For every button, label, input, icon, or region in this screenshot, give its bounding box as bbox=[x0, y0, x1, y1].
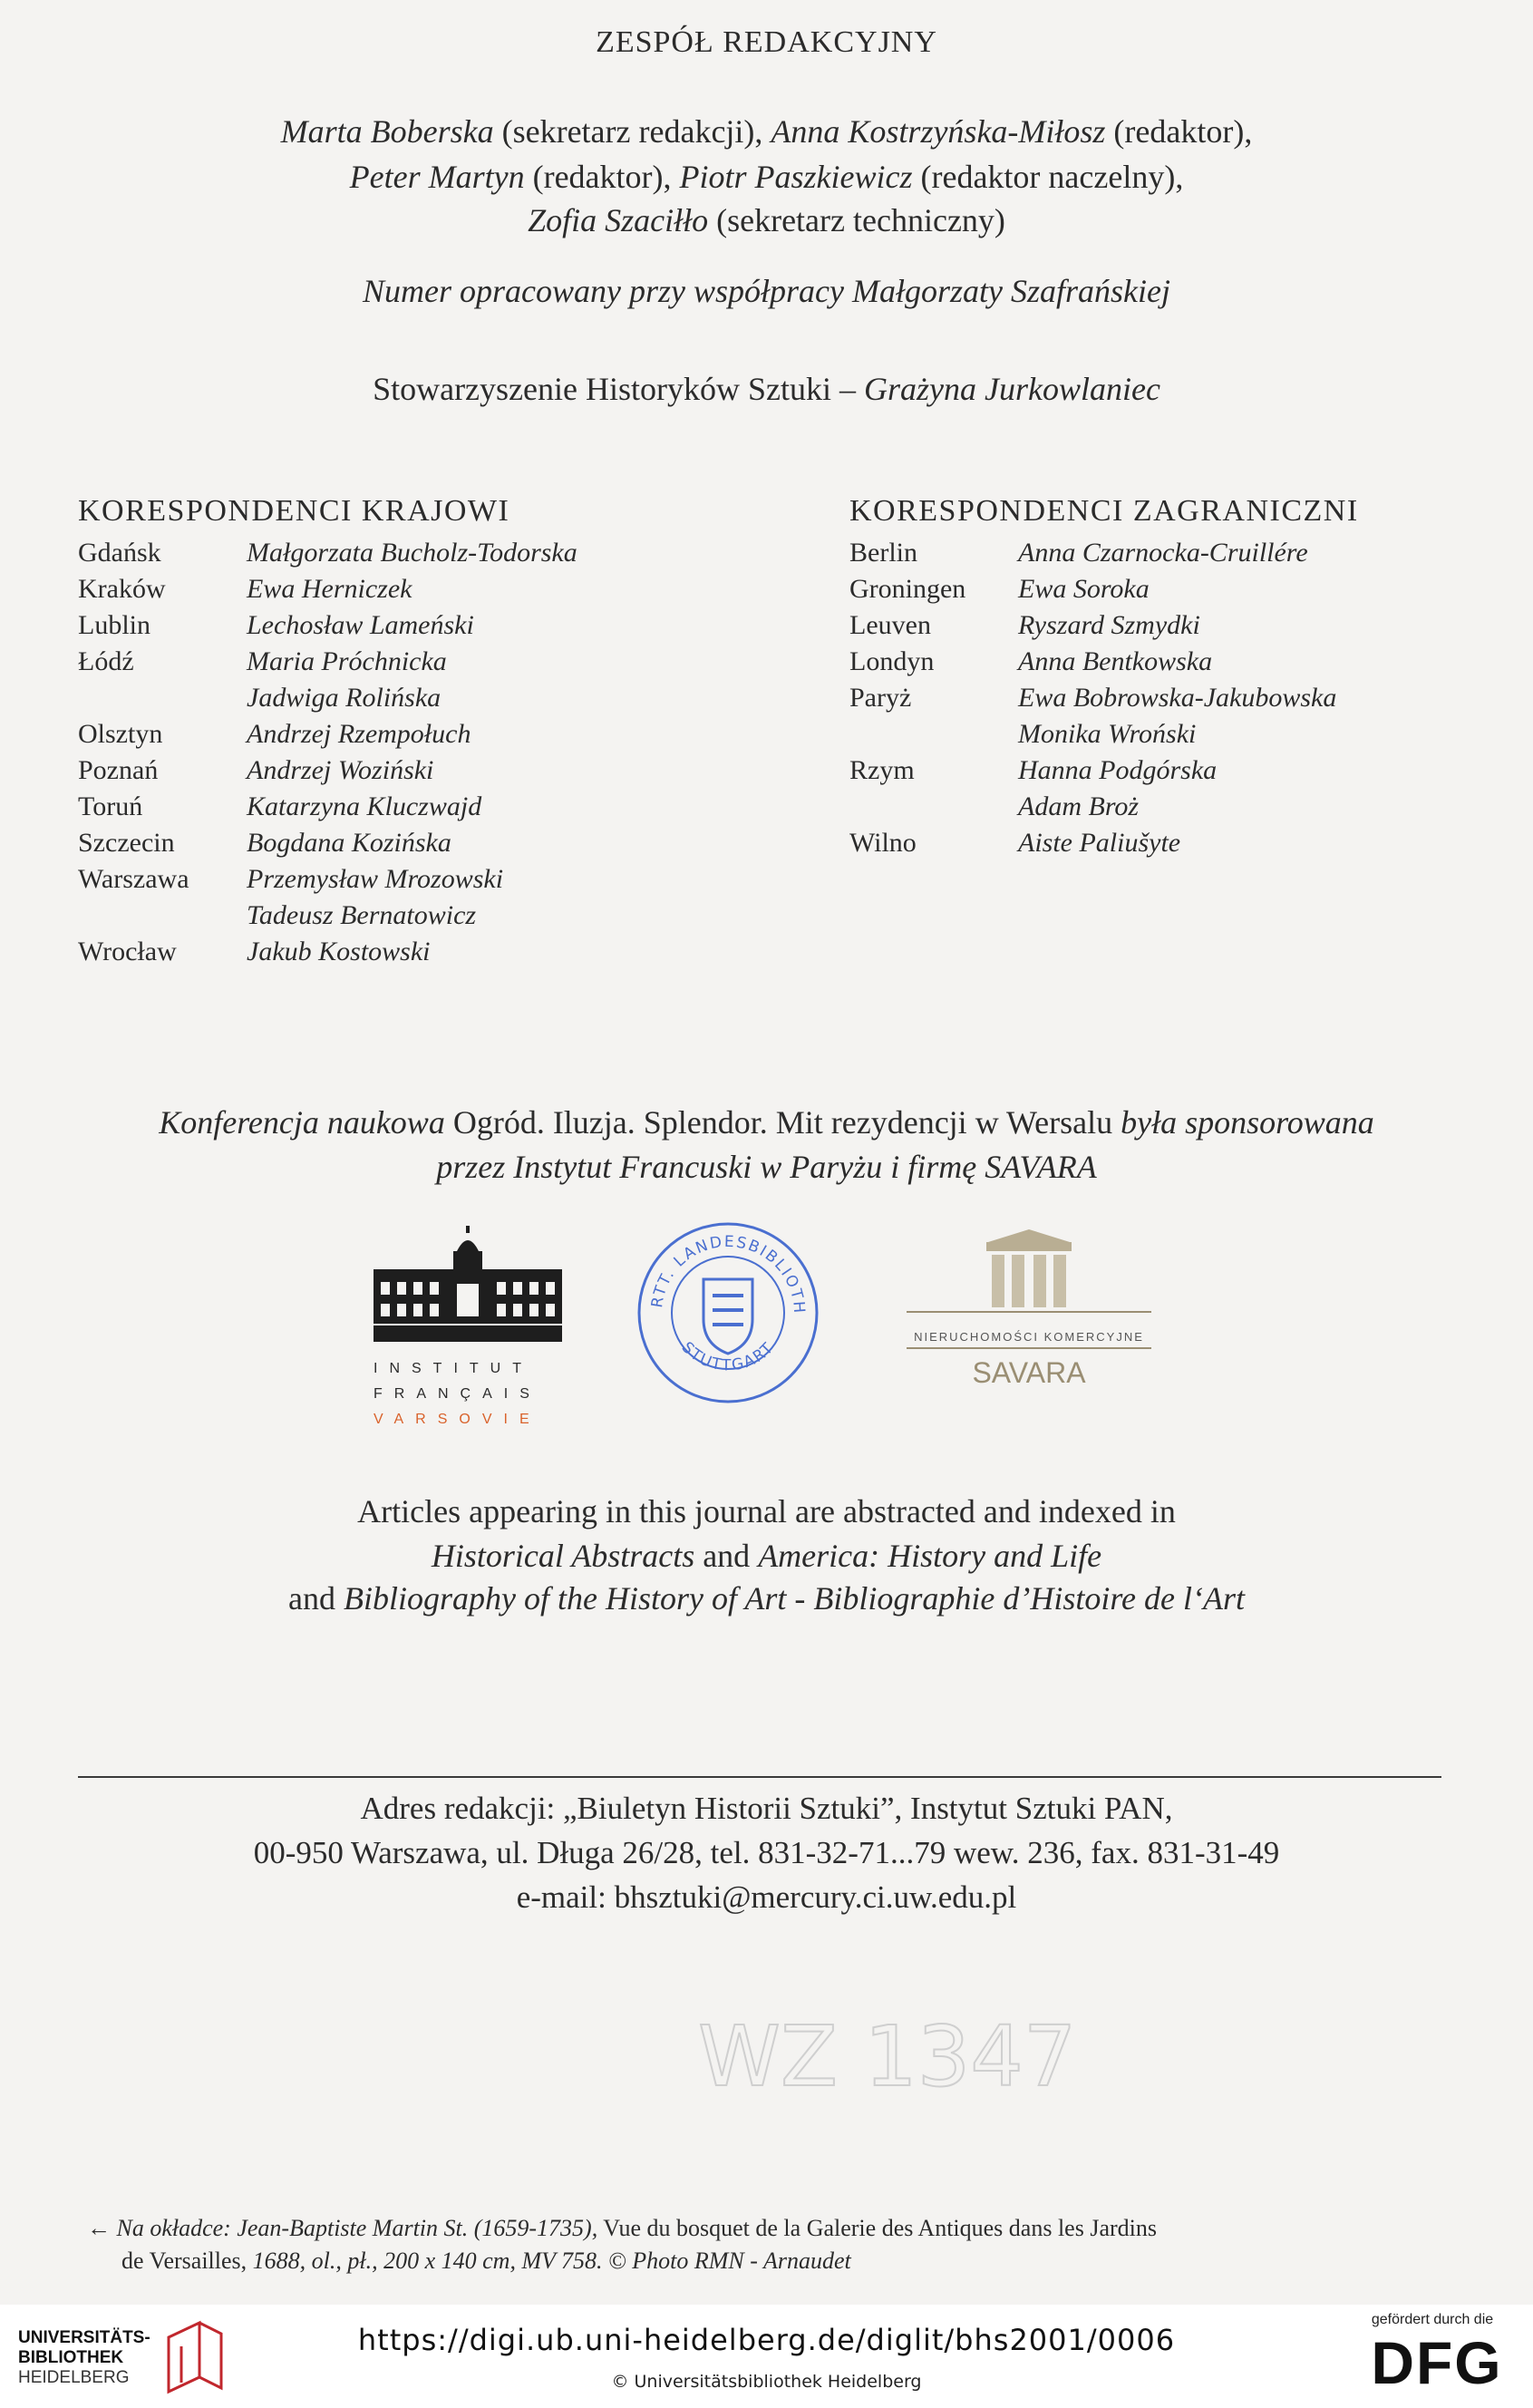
footnote-details: 1688, ol., pł., 200 x 140 cm, MV 758. © Photo RMN - Arnaudet bbox=[247, 2248, 851, 2274]
conference-title: Ogród. Iluzja. Splendor. Mit rezydencji w Wersalu bbox=[444, 1104, 1121, 1141]
ub-line-1: UNIVERSITÄTS- bbox=[18, 2328, 150, 2347]
cover-footnote bbox=[87, 2212, 1356, 2277]
correspondent-row bbox=[78, 680, 767, 716]
correspondent-city: Londyn bbox=[849, 646, 935, 676]
copyright-note: © Universitätsbibliothek Heidelberg bbox=[611, 2372, 922, 2392]
correspondent-row bbox=[849, 644, 1520, 680]
ub-line-3: HEIDELBERG bbox=[18, 2368, 130, 2387]
correspondent-row bbox=[849, 825, 1520, 861]
correspondent-name: Przemysław Mrozowski bbox=[247, 864, 504, 894]
conference-label: Konferencja naukowa bbox=[159, 1104, 445, 1141]
correspondent-row bbox=[78, 789, 767, 825]
index-and: and bbox=[694, 1538, 759, 1574]
correspondent-city: Wrocław bbox=[78, 937, 177, 966]
correspondent-city: Szczecin bbox=[78, 828, 175, 858]
correspondent-row bbox=[78, 571, 767, 607]
editor-role: (redaktor), bbox=[1105, 113, 1253, 150]
footnote-title-cont: de Versailles, bbox=[121, 2248, 247, 2274]
correspondent-city: Rzym bbox=[849, 755, 915, 785]
correspondent-row bbox=[78, 825, 767, 861]
editor-name: Peter Martyn bbox=[349, 159, 525, 195]
conference-line-1 bbox=[0, 1100, 1533, 1145]
index-historical-abstracts: Historical Abstracts bbox=[431, 1538, 695, 1574]
correspondent-city: Poznań bbox=[78, 755, 159, 785]
ub-line-2: BIBLIOTHEK bbox=[18, 2348, 124, 2367]
page-title: ZESPÓŁ REDAKCYJNY bbox=[596, 25, 937, 59]
savara-divider bbox=[907, 1347, 1151, 1349]
correspondent-city: Lublin bbox=[78, 610, 150, 640]
institut-label: INSTITUT bbox=[374, 1361, 533, 1376]
correspondent-row bbox=[78, 535, 767, 571]
library-stamp bbox=[635, 1219, 821, 1406]
footnote-artist: Na okładce: Jean-Baptiste Martin St. (1659-1735), bbox=[111, 2215, 598, 2241]
varsovie-label: VARSOVIE bbox=[374, 1412, 541, 1427]
correspondent-name: Aiste Paliušyte bbox=[1018, 828, 1181, 858]
correspondent-name: Andrzej Rzempołuch bbox=[247, 719, 471, 749]
correspondent-city: Gdańsk bbox=[78, 538, 161, 568]
correspondent-city: Paryż bbox=[849, 683, 912, 713]
correspondent-name: Monika Wroński bbox=[1018, 719, 1197, 749]
stamp-top-text: RTT. LANDESBIBLIOTH bbox=[648, 1232, 809, 1316]
conference-sponsored: była sponsorowana bbox=[1121, 1104, 1374, 1141]
correspondent-row bbox=[849, 680, 1520, 716]
editor-name: Anna Kostrzyńska-Miłosz bbox=[771, 113, 1106, 150]
correspondent-name: Tadeusz Bernatowicz bbox=[247, 900, 477, 930]
correspondent-row bbox=[849, 535, 1520, 571]
editor-role: (redaktor naczelny), bbox=[912, 159, 1184, 195]
building-icon bbox=[374, 1226, 564, 1344]
foreign-correspondents-list bbox=[849, 535, 1520, 898]
correspondent-name: Maria Próchnicka bbox=[247, 646, 447, 676]
correspondent-name: Bogdana Kozińska bbox=[247, 828, 451, 858]
correspondent-row bbox=[849, 607, 1520, 644]
domestic-correspondents-heading: KORESPONDENCI KRAJOWI bbox=[78, 494, 510, 528]
correspondent-name: Anna Bentkowska bbox=[1018, 646, 1213, 676]
editor-name: Piotr Paszkiewicz bbox=[679, 159, 913, 195]
correspondent-city: Toruń bbox=[78, 791, 143, 821]
editor-name: Marta Boberska bbox=[280, 113, 494, 150]
address-line-2: 00-950 Warszawa, ul. Długa 26/28, tel. 831-32-71...79 wew. 236, fax. 831-31-49 bbox=[253, 1835, 1280, 1870]
correspondent-name: Lechosław Lameński bbox=[247, 610, 474, 640]
correspondent-row bbox=[78, 898, 767, 934]
address-line-3: e-mail: bhsztuki@mercury.ci.uw.edu.pl bbox=[516, 1879, 1017, 1915]
correspondent-name: Ewa Soroka bbox=[1018, 574, 1150, 604]
editors-line-1 bbox=[0, 109, 1533, 154]
correspondent-city: Łódź bbox=[78, 646, 134, 676]
cooperation-note: Numer opracowany przy współpracy Małgorzaty Szafrańskiej bbox=[363, 273, 1170, 309]
editor-role: (sekretarz techniczny) bbox=[708, 202, 1005, 238]
source-url-link[interactable]: https://digi.ub.uni-heidelberg.de/diglit/bhs2001/0006 bbox=[357, 2323, 1176, 2357]
stamp-seal-icon bbox=[635, 1219, 821, 1406]
foreign-correspondents-heading: KORESPONDENCI ZAGRANICZNI bbox=[849, 494, 1359, 528]
editor-role: (redaktor), bbox=[524, 159, 680, 195]
savara-logo bbox=[907, 1229, 1151, 1389]
savara-caption: NIERUCHOMOŚCI KOMERCYJNE bbox=[914, 1330, 1144, 1344]
francais-label: FRANÇAIS bbox=[374, 1386, 541, 1402]
pencil-shelfmark bbox=[698, 2004, 1079, 2112]
correspondent-row bbox=[78, 716, 767, 752]
domestic-correspondents-list bbox=[78, 535, 767, 970]
association-person: Grażyna Jurkowlaniec bbox=[863, 371, 1160, 407]
correspondent-row bbox=[849, 571, 1520, 607]
indexing-line-1: Articles appearing in this journal are abstracted and indexed in bbox=[357, 1493, 1176, 1529]
dfg-logo[interactable]: DFG bbox=[1371, 2329, 1503, 2396]
correspondent-name: Ewa Bobrowska-Jakubowska bbox=[1018, 683, 1337, 713]
correspondent-city: Kraków bbox=[78, 574, 166, 604]
correspondent-row bbox=[78, 934, 767, 970]
handwritten-mark bbox=[698, 2004, 1079, 2112]
editors-line-2 bbox=[0, 154, 1533, 199]
pencil-text: WZ 1347 bbox=[698, 2008, 1077, 2105]
index-bha: Bibliography of the History of Art - Bibliographie d’Histoire de l‘Art bbox=[344, 1580, 1245, 1617]
correspondent-row bbox=[78, 752, 767, 789]
correspondent-city: Warszawa bbox=[78, 864, 189, 894]
funded-by-label: gefördert durch die bbox=[1371, 2312, 1494, 2327]
correspondent-city: Wilno bbox=[849, 828, 917, 858]
editor-role: (sekretarz redakcji), bbox=[493, 113, 771, 150]
index-america: America: History and Life bbox=[758, 1538, 1102, 1574]
correspondent-row bbox=[78, 644, 767, 680]
index-and-2: and bbox=[288, 1580, 344, 1617]
correspondent-name: Jadwiga Rolińska bbox=[247, 683, 441, 713]
association-line bbox=[0, 366, 1533, 412]
correspondent-name: Andrzej Woziński bbox=[247, 755, 434, 785]
correspondent-city: Olsztyn bbox=[78, 719, 163, 749]
correspondent-row bbox=[849, 752, 1520, 789]
institut-francais-logo bbox=[374, 1226, 564, 1427]
indexing-line-3 bbox=[0, 1576, 1533, 1621]
svg-text:STUTTGART bbox=[678, 1338, 779, 1374]
indexing-line-2 bbox=[0, 1533, 1533, 1578]
back-arrow-icon: ← bbox=[87, 2215, 111, 2241]
correspondent-name: Ryszard Szmydki bbox=[1018, 610, 1200, 640]
correspondent-name: Hanna Podgórska bbox=[1018, 755, 1218, 785]
correspondent-name: Ewa Herniczek bbox=[247, 574, 412, 604]
stamp-bottom-text: STUTTGART bbox=[677, 1338, 779, 1375]
correspondent-row bbox=[78, 861, 767, 898]
editor-name: Zofia Szaciłło bbox=[528, 202, 709, 238]
correspondent-row bbox=[849, 716, 1520, 752]
address-line-1: Adres redakcji: „Biuletyn Historii Sztuki”, Instytut Sztuki PAN, bbox=[360, 1791, 1173, 1826]
correspondent-city: Berlin bbox=[849, 538, 917, 568]
divider-rule bbox=[78, 1776, 1441, 1778]
correspondent-name: Małgorzata Bucholz-Todorska bbox=[247, 538, 577, 568]
temple-icon bbox=[907, 1229, 1151, 1324]
conference-line-2: przez Instytut Francuski w Paryżu i firmę SAVARA bbox=[436, 1149, 1097, 1185]
correspondent-city: Leuven bbox=[849, 610, 931, 640]
correspondent-name: Adam Broż bbox=[1018, 791, 1140, 821]
correspondent-name: Katarzyna Kluczwajd bbox=[247, 791, 482, 821]
savara-name: SAVARA bbox=[972, 1356, 1086, 1389]
correspondent-row bbox=[849, 789, 1520, 825]
editors-line-3 bbox=[0, 198, 1533, 243]
correspondent-name: Jakub Kostowski bbox=[247, 937, 431, 966]
footnote-title: Vue du bosquet de la Galerie des Antiques dans les Jardins bbox=[597, 2215, 1157, 2241]
association-name: Stowarzyszenie Historyków Sztuki – bbox=[373, 371, 864, 407]
correspondent-city: Groningen bbox=[849, 574, 966, 604]
correspondent-row bbox=[78, 607, 767, 644]
correspondent-name: Anna Czarnocka-Cruillére bbox=[1018, 538, 1308, 568]
